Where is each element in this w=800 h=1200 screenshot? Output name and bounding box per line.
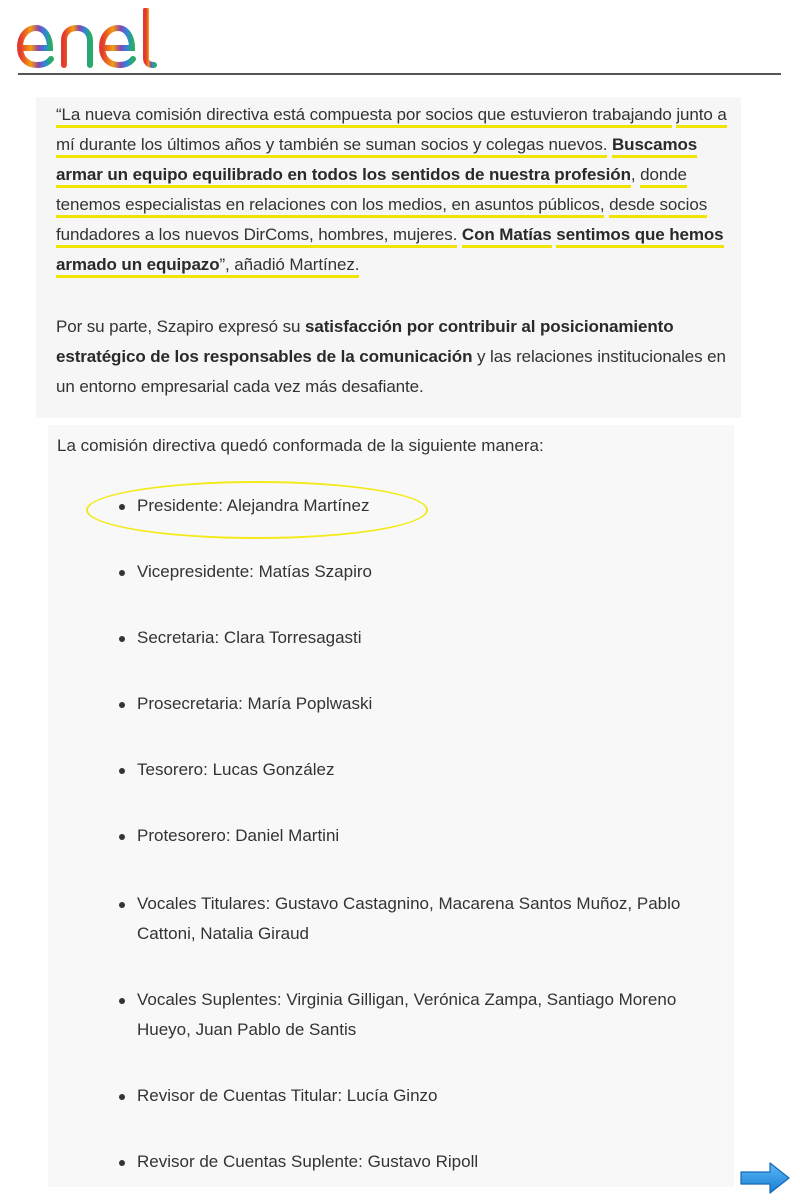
paragraph-text: en un entorno empresarial cada vez más desafiante. bbox=[56, 347, 726, 396]
list-item: Revisor de Cuentas Titular: Lucía Ginzo bbox=[137, 1081, 722, 1111]
list-item: Secretaria: Clara Torresagasti bbox=[137, 623, 722, 653]
highlighted-text bbox=[462, 225, 552, 248]
list-item: Tesorero: Lucas González bbox=[137, 755, 722, 785]
commission-intro: La comisión directiva quedó conformada de la siguiente manera: bbox=[57, 436, 544, 455]
bold-text: Con Matías bbox=[461, 225, 552, 244]
header-divider bbox=[18, 73, 781, 75]
bold-text: sentimos que hemos armado un equipazo bbox=[56, 225, 724, 274]
commission-section bbox=[48, 425, 734, 1187]
highlighted-text: “La nueva comisión directiva está compuesta por socios que estuvieron trabajando bbox=[56, 105, 672, 128]
quote-attribution: ”, añadió Martínez. bbox=[219, 255, 360, 274]
highlighted-text: donde tenemos especialistas en relaciones con los medios, en asuntos públicos, bbox=[56, 165, 687, 218]
list-item: Presidente: Alejandra Martínez bbox=[137, 491, 722, 521]
highlighted-text: desde socios fundadores a los nuevos DirComs, hombres, mujeres. bbox=[56, 195, 707, 248]
highlighted-text: junto a mí durante los últimos años y también se suman socios y colegas nuevos. bbox=[56, 105, 727, 158]
quote-paragraph bbox=[56, 100, 732, 280]
enel-logo bbox=[16, 8, 181, 70]
list-item: Revisor de Cuentas Suplente: Gustavo Ripoll bbox=[137, 1147, 722, 1177]
szapiro-paragraph bbox=[56, 312, 732, 402]
bold-text: satisfacción por contribuir al posicionamiento bbox=[305, 317, 674, 336]
paragraph-text: y las relaciones institucionales bbox=[477, 347, 703, 366]
list-item: Prosecretaria: María Poplwaski bbox=[137, 689, 722, 719]
list-item: Vicepresidente: Matías Szapiro bbox=[137, 557, 722, 587]
list-item: Vocales Suplentes: Virginia Gilligan, Verónica Zampa, Santiago Moreno Hueyo, Juan Pablo de Santis bbox=[137, 985, 722, 1045]
paragraph-text: Por su parte, Szapiro expresó su bbox=[56, 317, 301, 336]
quote-section bbox=[36, 97, 741, 418]
arrow-right-icon[interactable] bbox=[738, 1160, 792, 1196]
comma-text: , bbox=[630, 165, 636, 184]
highlight-ellipse bbox=[86, 481, 428, 539]
list-item: Vocales Titulares: Gustavo Castagnino, Macarena Santos Muñoz, Pablo Cattoni, Natalia Giraud bbox=[137, 889, 722, 949]
bold-text: estratégico de los responsables de la comunicación bbox=[56, 347, 473, 366]
bold-text: Buscamos armar un equipo equilibrado en todos los sentidos de nuestra profesión bbox=[56, 135, 698, 184]
list-item: Protesorero: Daniel Martini bbox=[137, 821, 722, 851]
